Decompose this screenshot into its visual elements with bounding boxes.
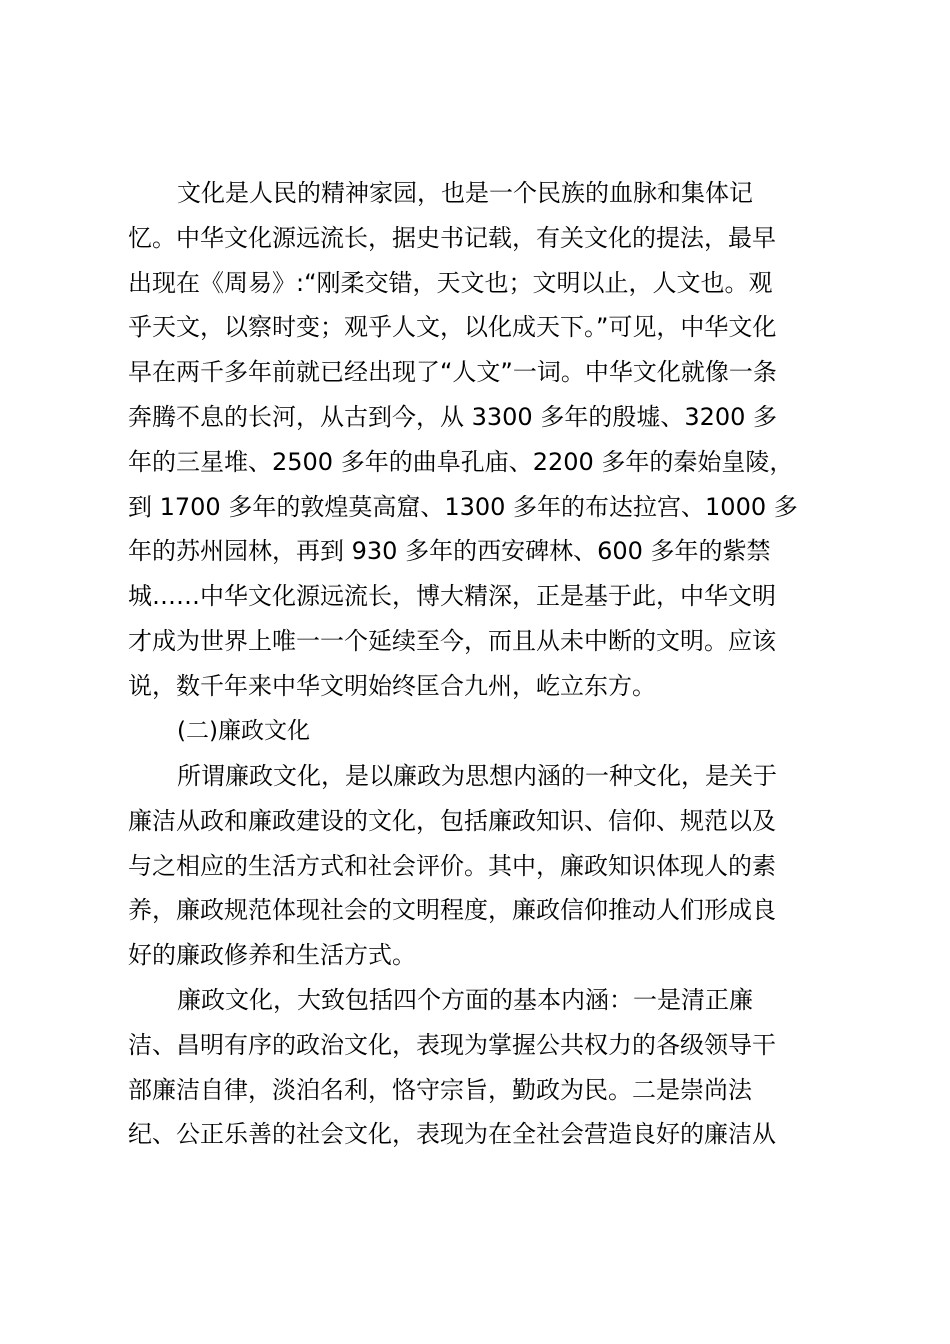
paragraph-line: 廉政文化，大致包括四个方面的基本内涵：一是清正廉 bbox=[177, 986, 753, 1014]
paragraph-line: 好的廉政修养和生活方式。 bbox=[128, 941, 416, 970]
paragraph-line: 洁、昌明有序的政治文化，表现为掌握公共权力的各级领导干 bbox=[128, 1030, 776, 1059]
paragraph-line: 说，数千年来中华文明始终匡合九州，屹立东方。 bbox=[128, 671, 656, 700]
paragraph-integrity-culture bbox=[128, 754, 833, 978]
paragraph-line: 奔腾不息的长河，从古到今，从 3300 多年的殷墟、3200 多 bbox=[128, 402, 778, 431]
paragraph-integrity-contents bbox=[128, 978, 833, 1157]
paragraph-line: 出现在《周易》:“刚柔交错，天文也；文明以止，人文也。观 bbox=[128, 268, 773, 297]
paragraph-line: 文化是人民的精神家园，也是一个民族的血脉和集体记 bbox=[177, 179, 753, 207]
paragraph-line: 年的苏州园林，再到 930 多年的西安碑林、600 多年的紫禁 bbox=[128, 537, 771, 566]
paragraph-line: 所谓廉政文化，是以廉政为思想内涵的一种文化，是关于 bbox=[177, 762, 777, 790]
paragraph-line: 乎天文，以察时变；观乎人文，以化成天下。”可见，中华文化 bbox=[128, 313, 777, 342]
paragraph-line: 才成为世界上唯一一个延续至今，而且从未中断的文明。应该 bbox=[128, 626, 776, 655]
paragraph-line: 纪、公正乐善的社会文化，表现为在全社会营造良好的廉洁从 bbox=[128, 1120, 776, 1149]
paragraph-line: 廉洁从政和廉政建设的文化，包括廉政知识、信仰、规范以及 bbox=[128, 806, 776, 835]
paragraph-line: 与之相应的生活方式和社会评价。其中，廉政知识体现人的素 bbox=[128, 851, 776, 880]
paragraph-line: 到 1700 多年的敦煌莫高窟、1300 多年的布达拉宫、1000 多 bbox=[128, 492, 798, 521]
paragraph-line: 养，廉政规范体现社会的文明程度，廉政信仰推动人们形成良 bbox=[128, 896, 776, 925]
paragraph-line: 忆。中华文化源远流长，据史书记载，有关文化的提法，最早 bbox=[128, 223, 776, 252]
section-heading: (二)廉政文化 bbox=[177, 718, 310, 744]
paragraph-line: 早在两千多年前就已经出现了“人文”一词。中华文化就像一条 bbox=[128, 358, 777, 387]
paragraph-line: 部廉洁自律，淡泊名利，恪守宗旨，勤政为民。二是崇尚法 bbox=[128, 1075, 752, 1104]
paragraph-line: 年的三星堆、2500 多年的曲阜孔庙、2200 多年的秦始皇陵， bbox=[128, 447, 794, 476]
paragraph-line: 城……中华文化源远流长，博大精深，正是基于此，中华文明 bbox=[128, 582, 776, 611]
paragraph-culture bbox=[128, 171, 833, 709]
